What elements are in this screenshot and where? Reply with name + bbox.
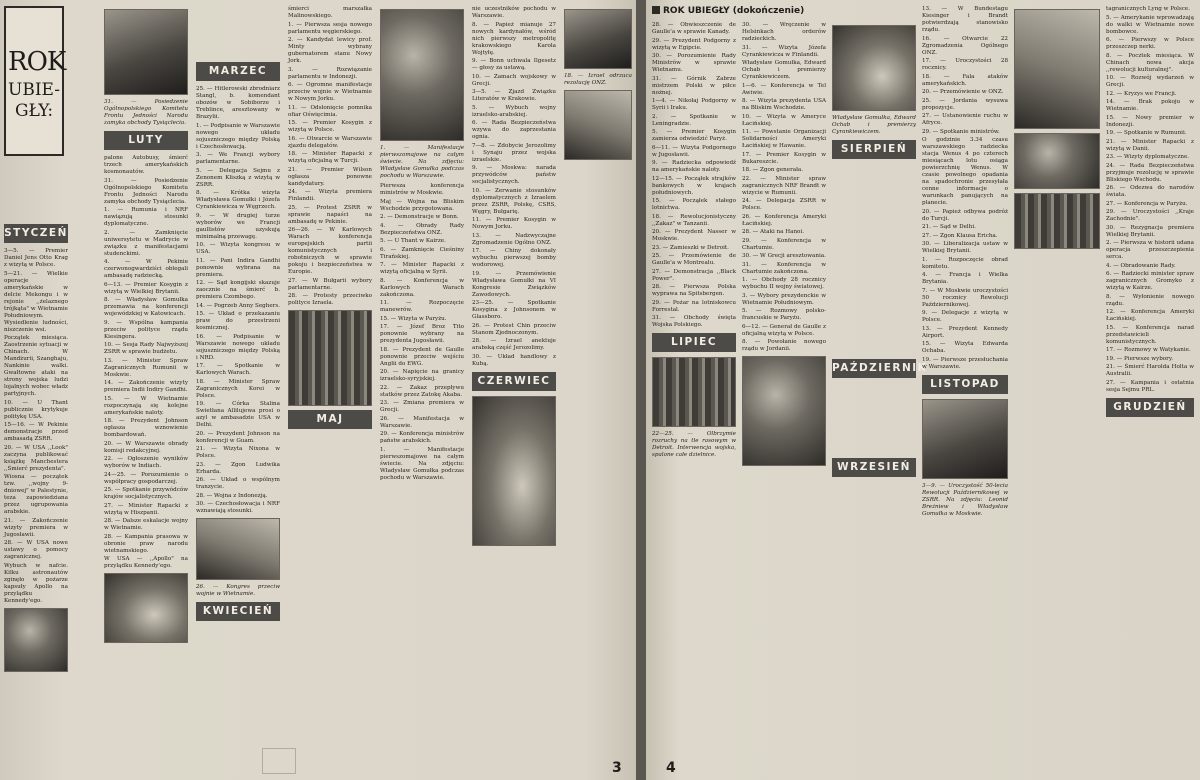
entry-text: 27. — Kampania i ostatnia sesja Sejmu PRL.	[1106, 379, 1194, 393]
entry-text: 31. — Obchody święta Wojska Polskiego.	[652, 315, 736, 328]
month-heading-lipiec: LIPIEC	[652, 333, 736, 352]
column-6	[472, 6, 556, 772]
photo-13	[922, 399, 1008, 479]
entry-text: 26. — Konferencja Ameryki Łacińskiej.	[742, 213, 826, 227]
entry-text: 25. — Hitlerowski zbrodniarz Stangl, b. komendant obozów w Sobiborze i Treblince, aresztowany w Brazylii.	[196, 86, 280, 120]
photo-4	[196, 518, 280, 580]
photo-9	[564, 90, 632, 160]
entry-text: 1. — Pierwsza sesja nowego parlamentu węgierskiego.	[288, 21, 372, 35]
column-10	[922, 6, 1008, 772]
entry-text: 3—5. — Premier Daniel Jens Otto Krag z wizytą w Polsce.	[4, 248, 68, 268]
entry-text: 18. — Prezydent de Gaulle ponownie przeciw wejściu Anglii do EWG.	[380, 346, 464, 367]
entry-text: 20. — Prezydent Nasser w Moskwie.	[652, 229, 736, 242]
entry-text: 16. — Otwarcie 22 Zgromadzenia Ogólnego ONZ.	[922, 35, 1008, 56]
entry-text: 24. — Rada Bezpieczeństwa przyjmuje rezolucję w sprawie Bliskiego Wschodu.	[1106, 162, 1194, 183]
entry-text: 5. — Rozmowy polsko-francuskie w Paryżu.	[742, 308, 826, 321]
entry-text: 22. — Minister spraw zagranicznych NRF Brandt w wizycie w Rumunii.	[742, 175, 826, 196]
photo-caption-8: Władysław Gomułka, Edward Ochab i premierzy Cyrankiewiczem.	[832, 115, 916, 135]
entry-text: 30. — Wręczenie w Helsinkach orderów radzieckich.	[742, 22, 826, 42]
entry-text: śmierci marszałka Malinowskiego.	[288, 6, 372, 19]
entry-text: 19. — Pierwsze przesłuchania w Warszawie.	[922, 356, 1008, 370]
page-right	[646, 0, 1200, 780]
entry-text: 29. — Konferencja ministrów państw arabskich.	[380, 431, 464, 444]
entry-text: 17. — Spotkanie w Karlowych Warach.	[196, 363, 280, 376]
entry-text: 18. — Fala ataków amerykańskich.	[922, 73, 1008, 87]
month-heading-czerwiec: CZERWIEC	[472, 372, 556, 391]
entry-text: 10. — U Thant publicznie krytykuje politykę USA.	[4, 399, 68, 420]
entry-text: 17. — Uroczystości 28 rocznicy.	[922, 58, 1008, 71]
entry-text: 28. — Obwieszczenie de Gaulle'a w sprawie Kanady.	[652, 22, 736, 35]
entry-text: 8. — Pocztek miesiąca. W Chinach nowa akcja ,,rewolucji kulturalnej".	[1106, 52, 1194, 73]
entry-text: 28. — Dalsze eskalacje wojny w Wietnamie.	[104, 518, 188, 531]
entry-text: 28. — Pierwsza Polska wyprawa na Spitsbergen.	[652, 284, 736, 297]
entry-text: 7. — W Moskwie uroczystości 50 rocznicy Rewolucji Październikowej.	[922, 287, 1008, 308]
entry-text: 21. — Minister Rapacki z wizytą w Danii.	[1106, 138, 1194, 152]
entry-text: 26. — Układ o wspólnym tranzycie.	[196, 477, 280, 490]
entry-text: 20. — Napięcie na granicy izraelsko-syryjskiej.	[380, 369, 464, 382]
entry-text: 15—16. — W Pekinie demonstracje przed ambasadą ZSRR.	[4, 422, 68, 442]
photo-12	[832, 25, 916, 111]
entry-text: 10. — Rozwój wydarzeń w Grecji.	[1106, 75, 1194, 88]
entry-text: 20. — Przemówienie w ONZ.	[922, 89, 1004, 95]
entry-text: 7. — Minister Rapacki z wizytą oficjalną w Syrii.	[380, 262, 464, 275]
entry-text: 10. — Zerwanie stosunków dyplomatycznych z Izraelem przez ZSRR, Polskę, CSRS, Węgry, Bułgarię.	[472, 187, 556, 215]
entry-text: 15. — Wizyta Edwarda Ochaba.	[922, 341, 1008, 354]
column-4-items	[288, 6, 372, 307]
entry-text: 4. — W Pekinie czerwonogwardziści oblegali ambasadę radziecką.	[104, 259, 188, 279]
entry-text: 28. — Wojna z Indonezją.	[196, 492, 268, 499]
entry-text: 12—15. — Począłek strajków bankowych w krajach południowych.	[652, 175, 736, 196]
entry-text: 5—21. — Wielkie operacje amerykańskie w delcie Mekongu i w rejonie ,,żelaznego trójkąta" w Wietnamie Południowym. Wysiedlenie ludności, niszczenie wsi.	[4, 270, 68, 333]
entry-text: 25. — Jordania wysuwa propozycje.	[922, 97, 1008, 111]
column-7	[652, 22, 736, 772]
entry-text: 1. — Obchody 28 rocznicy wybuchu II wojny światowej.	[742, 277, 826, 290]
entry-text: 15. — Układ o przekazaniu praw do przestrzeni kosmicznej.	[196, 311, 280, 331]
entry-text: 11. — Odsłonięcie pomnika ofiar Oświęcimia.	[288, 104, 372, 118]
entry-text: 18. — Minister Spraw Zagranicznych Korei w Polsce.	[196, 378, 280, 399]
entry-text: 21. — Sąd w Delhi.	[922, 224, 976, 230]
entry-text: 6. — Ogromne manifestacje przeciw wojnie w Wietnamie w Nowym Jorku.	[288, 82, 372, 102]
header-square-icon	[652, 6, 660, 14]
entry-text: 27. — Konferencja w Paryżu.	[1106, 200, 1188, 207]
entry-text: 27. — Zgon Klausa Ericha.	[922, 232, 998, 239]
entry-text: 10. — Sesja Rady Najwyższej ZSRR w sprawie budżetu.	[104, 342, 188, 355]
column-4	[288, 6, 372, 772]
entry-text: 1. — Rozpoczęcie obrad komitetu.	[922, 256, 1008, 270]
entry-text: 8. — Wizyta prezydenta USA na Bliskim Wschodzie.	[742, 98, 826, 111]
entry-text: 20. — Prezydent Johnson na konferencji w Guam.	[196, 430, 280, 444]
archive-stamp	[262, 748, 296, 774]
entry-text: 8. — Powołanie nowego rządu w Jordanii.	[742, 339, 826, 352]
entry-text: 27. — Ustanowienie ruchu w Afryce.	[922, 113, 1008, 126]
entry-text: 30. — W Grecji aresztowania.	[742, 253, 826, 259]
entry-text: 17. — Rozmowy w Watykanie.	[1106, 347, 1191, 353]
entry-text: 21. — Zakończenie wizyty premiera w Jugosławii.	[4, 517, 68, 538]
entry-text: Maj — Wojna na Bliskim Wschodzie przygotowana.	[380, 198, 464, 212]
month-heading-styczen: STYCZEŃ	[4, 224, 68, 243]
entry-text: 5. — Premier Kosygin zamierza odwiedzić Paryż.	[652, 129, 736, 142]
column-3-items	[196, 86, 280, 515]
entry-text: palone Autobusy, śmierć trzech amerykańskich kosmonautów.	[104, 155, 188, 175]
entry-text: 13. — Nadzwyczajne Zgromadzenie Ogólne ONZ.	[472, 232, 556, 246]
column-2	[104, 6, 188, 772]
column-12	[1106, 6, 1194, 772]
entry-text: 20. — Papież odbywa podróż do Turcji.	[922, 208, 1008, 222]
entry-text: 31. — Konferencja w Chartumie zakończona.	[742, 261, 826, 275]
entry-text: Pierwsza konferencja ministrów w Moskwie.	[380, 183, 464, 196]
entry-text: Wiosna — początek tzw. ,,wojny 9-dniowej" w Palestynie, teza zapowiedziana przez ugrupowania arabskie.	[4, 474, 68, 515]
entry-text: 11. — Powstanie Organizacji Solidarności Ameryki Łacińskiej w Hawanie.	[742, 129, 826, 149]
entry-text: 11. — Premier Kosygin w Nowym Jorku.	[472, 217, 556, 230]
column-8-items	[742, 22, 826, 353]
entry-text: 15. — Nowy premier w Indonezji.	[1106, 114, 1194, 128]
entry-text: 15. — W Wietnamie rozpoczynają się kolejne amerykańskie naloty.	[104, 395, 188, 416]
entry-text: 9. — W drugiej turze wyborów we Francji gaullistów uzyskują minimalną przewagę.	[196, 212, 280, 240]
entry-text: 1. — Rumunia i NRF nawiązują stosunki dyplomatyczne.	[104, 207, 188, 227]
entry-text: 14. — Zakończenie wizyty premiera Indii Indiry Gandhi.	[104, 380, 188, 393]
photo-6	[380, 9, 464, 141]
column-5	[380, 6, 464, 772]
photo-caption-6: 18. — Izrael odrzuca rezolucję ONZ.	[564, 73, 632, 86]
entry-text: 23. — Zgon Ludwika Erharda.	[196, 461, 280, 475]
entry-text: 8. — Konferencja w Karlowych Warach zakończona.	[380, 277, 464, 298]
entry-text: 12. — Sąd kongijski skazuje zaocznie na śmierć b. premiera Czombego.	[196, 280, 280, 300]
column-1	[4, 220, 68, 772]
entry-text: 19. — Pierwsze wybory.	[1106, 355, 1174, 362]
page-number-left: 3	[612, 760, 622, 776]
entry-text: 8. — Wyłonienie nowego rządu.	[1106, 293, 1194, 307]
entry-text: 17. — Premier Kosygin w Bukareszcie.	[742, 151, 826, 165]
entry-text: 17. — Józef Broz Tito ponownie wybrany na prezydenta Jugosławii.	[380, 324, 464, 344]
entry-text: 6—11. — Wizyta Podgornego w Jugosławii.	[652, 144, 736, 158]
entry-text: 3. — Rozwiązanie parlamentu w Indonezji.	[288, 66, 372, 80]
entry-text: 24. — Delegacja ZSRR w Polsce.	[742, 198, 826, 211]
entry-text: 27. — Demonstracja ,,Black Power".	[652, 268, 736, 282]
column-5-items	[380, 183, 464, 482]
photo-11	[742, 356, 826, 466]
entry-text: 12. — Konferencja Ameryki Łacińskiej.	[1106, 309, 1194, 322]
entry-text: 31. — Posiedzenie Ogólnopolskiego Komitetu Frontu Jedności Narodu zamyka obchody Tysiąclecia.	[104, 177, 188, 205]
entry-text: 28. — Protesty przeciwko polityce Izraela.	[288, 293, 372, 306]
entry-text: 3—5. — Zjazd Związku Literatów w Krakowie.	[472, 89, 556, 102]
entry-text: 6—13. — Premier Kosygin z wizytą w Wielkiej Brytanii.	[104, 281, 188, 295]
entry-text: 2. — Spotkanie w Leningradzie.	[652, 113, 736, 127]
entry-text: 29. — Konferencja w Chartumie.	[742, 237, 826, 251]
page-number-right: 4	[666, 760, 676, 776]
entry-text: 20. — W Warszawie obrady komisji redakcyjnej.	[104, 440, 188, 454]
entry-text: 23—25. — Spotkanie Kosygina z Johnsonem w Glassboro.	[472, 300, 556, 320]
entry-text: 13. — Minister Spraw Zagranicznych Rumunii w Moskwie.	[104, 357, 188, 378]
entry-text: 18. — Zgon generała.	[742, 167, 804, 173]
entry-text: 18. — Rewolucjonistyczny ,,Zakaz" w Tanzanii.	[652, 213, 736, 227]
month-heading-grudzien: GRUDZIEŃ	[1106, 398, 1194, 417]
entry-text: 5. — U Thant w Kairze.	[380, 238, 446, 244]
column-9	[832, 22, 928, 772]
entry-text: 27. — W Bułgarii wybory parlamentarne.	[288, 277, 372, 291]
entry-text: 9. — Delegacje z wizytą w Polsce.	[922, 310, 1008, 323]
entry-text: 19. — Córka Stalina Swietłana Allilujewa prosi o azyl w ambasadzie USA w Delhi.	[196, 401, 280, 428]
entry-text: 22. — Zakaz przepływu statków przez Zatokę Akaba.	[380, 384, 464, 398]
photo-14	[1014, 9, 1100, 129]
entry-text: 6. — Rada Bezpieczeństwa wzywa do zaprzestania ognia.	[472, 120, 556, 140]
month-heading-pazdziernik: PAŹDZIERNIK	[832, 359, 916, 378]
entry-text: 8. — Władysław Gomułka przemawia na konferencji wojewódzkiej w Katowicach.	[104, 297, 188, 317]
entry-text: 31. — Wizyta Józefa Cyrankiewicza w Finlandii.	[742, 44, 826, 58]
photo-2	[104, 9, 188, 95]
month-heading-wrzesien: WRZESIEŃ	[832, 458, 916, 477]
entry-text: 17. — Chiny dokonały wybuchu pierwszej bomby wodorowej.	[472, 248, 556, 268]
entry-text: 3. — We Francji wybory parlamentarne.	[196, 152, 280, 165]
entry-text: 29. — Uroczystości ,,Kraje Zachodnie".	[1106, 209, 1194, 222]
entry-text: 6. — Zamknięcie Cieśniny Tirańskiej.	[380, 246, 464, 260]
column-2-items	[104, 155, 188, 570]
entry-text: 26—26. — W Karlowych Warach konferencja europejskich partii komunistycznych i robotniczych w sprawie pokoju i bezpieczeństwa w Europie.	[288, 227, 372, 275]
entry-text: 29. — Pożar na lotniskowcu Forrestal.	[652, 299, 736, 313]
photo-1	[4, 608, 68, 672]
entry-text: W USA — ,,Apollo" na przylądku Kennedy'ego.	[104, 556, 188, 569]
entry-text: tagranicznych Lyng w Polsce.	[1106, 6, 1191, 12]
entry-text: 25. — Protest ZSRR w sprawie napaści na ambasadę w Pekinie.	[288, 204, 372, 225]
entry-text: 9. — Wspólna kampania przeciw polityce rządu Kiesingera.	[104, 319, 188, 340]
photo-caption-3: 26. — Kongres przeciw wojnie w Wietnamie.	[196, 584, 280, 597]
entry-text: 24. — Wizyta premiera Finlandii.	[288, 189, 372, 202]
column-6-items-top	[472, 6, 556, 368]
entry-text: 10. — Wizyta kongresu w USA.	[196, 242, 280, 255]
photo-caption-9: 3—9. — Uroczystość 50-lecia Rewolucji Październikowej w ZSRR. Na zdjęciu: Leonid Breżniew i Władysław Gomułka w Moskwie.	[922, 482, 1008, 517]
entry-text: 2. — Kandydat lewicy prof. Minty wybrany gubernatorem stanu Nowy Jork.	[288, 37, 372, 64]
photo-5	[288, 310, 372, 406]
entry-text: 6—12. — Generał de Gaulle z oficjalną wizytą w Polsce.	[742, 323, 826, 337]
month-heading-maj: MAJ	[288, 410, 372, 429]
entry-text: 15. — Premier Kosygin z wizytą w Polsce.	[288, 120, 372, 133]
entry-text: 24—25. — Porozumienie o współpracy gospodarczej.	[104, 471, 188, 485]
entry-text: 18. — Minister Rapacki z wizytą oficjalną w Turcji.	[288, 151, 372, 164]
entry-text: 26. — Manifestacja w Warszawie.	[380, 415, 464, 429]
entry-text: O godzinie 3.34 czasu warszawskiego radziecka stacja Wenus 4 po czterech miesiącach lotu osiąga powierzchnię Wenus. W czasie powolnego opadania na spadochronie przesyłała cenne informacje o warunkach panujących na planecie.	[922, 137, 1008, 206]
photo-3	[104, 573, 188, 643]
entry-text: 16. — Podpisanie w Warszawie nowego układu sojuszniczego między Polską i NRD.	[196, 333, 280, 361]
gutter	[636, 0, 646, 780]
entry-text: 30. — Porozumienie Rady Ministrów w sprawie Wietnamu.	[652, 53, 736, 73]
entry-text: 23. — Zmiana premiera w Grecji.	[380, 400, 464, 413]
entry-text: 6. — Pierwszy w Polsce przeszczep nerki.	[1106, 37, 1194, 50]
entry-text: Początek miesiąca. Zaostrzenie sytuacji w Chinach. W Mandżurii, Szanghaju, Nankinie walki. Gwałtowne ataki na strony wojska ludzi lojalnych wobec władz partyjnych.	[4, 335, 68, 397]
entry-text: 8. — Krótka wizyta Władysława Gomułki i Józefa Cyrankiewicza w Węgrzech.	[196, 190, 280, 210]
entry-text: 30. — Liberalizacja ustaw w Wielkiej Brytanii.	[922, 241, 1008, 254]
entry-text: 6. — Radziecki minister spraw zagranicznych Gromyko z wizytą w Kairze.	[1106, 271, 1194, 291]
column-9-items	[922, 6, 1008, 371]
entry-text: 4. — Francja i Wielka Brytania.	[922, 272, 1008, 285]
entry-text: 28. — Ataki na Hanoi.	[742, 229, 804, 235]
entry-text: 15. — Konferencja narad przedstawicieli komunistycznych.	[1106, 324, 1194, 345]
entry-text: 1—4. — Nikołaj Podgorny w Syrii i Iraku.	[652, 98, 736, 111]
column-1-items	[4, 248, 68, 605]
entry-text: 15. — Począłek stałego lotnictwa.	[652, 198, 736, 211]
entry-text: 30. — Rezygnacja premiera Wielkiej Brytanii.	[1106, 224, 1194, 238]
entry-text: 2. — Zamknięcie uniwersytetu w Madrycie w związku z manifestacjami studenckimi.	[104, 229, 188, 257]
entry-text: 15. — Wizyta w Paryżu.	[380, 315, 447, 322]
column-3	[196, 6, 280, 772]
photo-8	[564, 9, 632, 69]
entry-text: 2. — Demonstracje w Bonn.	[380, 214, 459, 220]
entry-text: 21. — Wizyta Nixona w Polsce.	[196, 446, 280, 459]
entry-text: 9. — Radziecka odpowiedź na amerykańskie naloty.	[652, 160, 736, 173]
entry-text: 5. — Amerykanie wprowadzają do walki w Wietnamie nowe bombowce.	[1106, 14, 1194, 35]
entry-text: 13. — Prezydent Kennedy Airport.	[922, 325, 1008, 339]
entry-text: 10. — Zamach wojskowy w Grecji.	[472, 73, 556, 87]
entry-text: 28. — W USA nowe ustawy o pomocy zagranicznej.	[4, 540, 68, 560]
entry-text: 19. — Spotkanie w Rumunii.	[1106, 130, 1187, 136]
entry-text: 12. — Kryzys we Francji.	[1106, 90, 1177, 97]
masthead	[4, 6, 64, 156]
month-heading-marzec: MARZEC	[196, 62, 280, 81]
entry-text: 5. — Delegacja Sejmu z Zenonem Kliszką z wizytą w ZSRR.	[196, 167, 280, 188]
photo-caption-7: 22—25. — Olbrzymie rozruchy na tle rasowym w Detroit. Interwencja wojska, spalone całe dzielnice.	[652, 431, 736, 458]
page-header: ROK UBIEGŁY (dokończenie)	[652, 4, 812, 18]
entry-text: 7—8. — Zdobycie Jerozolimy i Synaju przez wojska izraelskie.	[472, 142, 556, 163]
entry-text: 3. — Wybory prezydenckie w Wietnamie Południowym.	[742, 292, 826, 306]
entry-text: 31. — Górnik Zabrze mistrzem Polski w piłce nożnej.	[652, 75, 736, 96]
photo-15	[1014, 133, 1100, 189]
month-heading-sierpien: SIERPIEŃ	[832, 140, 916, 159]
entry-text: 29. — Spotkanie ministrów.	[922, 128, 1000, 135]
entry-text: 30. — Czechosłowacja i NRF wznawiają stosunki.	[196, 501, 280, 514]
entry-text: 1—6. — Konferencja w Tel Awiwie.	[742, 82, 826, 96]
entry-text: Wybuch w nafcie. Kilku astronautów zginęło w pożarze kapsuły Apollo na przylądku Kennedy'ego.	[4, 562, 68, 604]
column-8	[742, 22, 826, 772]
photo-caption-5: 1. — Manifestacje pierwszomajowe na całym świecie. Na zdjęciu: Władysław Gomułka podczas pochodu w Warszawie.	[380, 145, 464, 179]
entry-text: 8. — Papież mianuje 27 nowych kardynałów, wśród nich pierwszy metropolitę krakowskiego Karola Wojtyłę.	[472, 21, 556, 56]
entry-text: 21. — Śmierć Harolda Holta w Australii.	[1106, 364, 1194, 377]
month-heading-kwiecien: KWIECIEŃ	[196, 602, 280, 621]
photo-16	[1014, 193, 1100, 249]
entry-text: 21. — Premier Wilson ogłasza ponowne kandydatury.	[288, 166, 372, 187]
column-7-items	[652, 22, 736, 329]
entry-text: 16. — Otwarcie w Warszawie zjazdu delegatów.	[288, 135, 372, 149]
entry-text: 11. — Pani Indira Gandhi ponownie wybrana na premiera.	[196, 257, 280, 278]
entry-text: 28. — Izrael anektuje arabską część Jerozolimy.	[472, 338, 556, 351]
entry-text: 14. — Brak pokoju w Wietnamie.	[1106, 99, 1194, 112]
entry-text: 28. — Kampania prasowa w obronie praw narodu wietnamskiego.	[104, 533, 188, 554]
entry-text: 22. — Ogłoszenie wyników wyborów w Indiach.	[104, 456, 188, 469]
entry-text: 26. — Odezwa do narodów świata.	[1106, 185, 1194, 198]
entry-text: 11. — Rozpoczęcie manewrów.	[380, 300, 464, 313]
entry-text: 5. — Wybuch wojny izraelsko-arabskiej.	[472, 104, 556, 118]
photo-caption-2: 31. — Posiedzenie Ogólnopolskiego Komitetu Frontu Jedności Narodu zamyka obchody Tysiąclecia.	[104, 99, 188, 126]
entry-text: 2. — Pierwsza w historii udana operacja przeszczepienia serca.	[1106, 240, 1194, 260]
entry-text: 26. — Protest Chin przeciw Stanom Zjednoczonym.	[472, 322, 556, 336]
column-10-items	[1106, 6, 1194, 394]
entry-text: 4. — Obrady Rady Bezpieczeństwa ONZ.	[380, 222, 464, 236]
photo-7	[472, 396, 556, 546]
column-6b	[564, 6, 632, 772]
entry-text: 13. — W Bundestagu Kiesinger i Brandt potwierdzają stanowisko rządu.	[922, 6, 1008, 33]
photo-10	[652, 357, 736, 427]
entry-text: 19. — Przemówienie Władysława Gomułki na VI Kongresie Związków Zawodowych.	[472, 270, 556, 298]
entry-text: 9. — Moskwa: narada przywódców państw socjalistycznych.	[472, 165, 556, 185]
entry-text: 18. — Prezydent Johnson ogłasza wznowienie bombardowań.	[104, 418, 188, 438]
entry-text: 27. — Minister Rapacki z wizytą w Hiszpanii.	[104, 502, 188, 516]
entry-text: 4. — Obradowanie Rady.	[1106, 262, 1176, 269]
month-heading-luty: LUTY	[104, 131, 188, 150]
entry-text: 23. — Zamieszki w Detroit.	[652, 244, 729, 251]
entry-text: 25. — Przemówienie de Gaulle'a w Montrealu.	[652, 253, 736, 266]
entry-text: 1. — Podpisanie w Warszawie nowego układu sojuszniczego między Polską i Czechosłowacją.	[196, 122, 280, 150]
entry-text: 23. — Wizyty dyplomatyczne.	[1106, 154, 1190, 160]
entry-text: 30. — Układ handlowy z Kubą.	[472, 353, 556, 367]
column-11	[1014, 6, 1100, 772]
entry-text: 20. — W USA ,,Look" zaczyna publikować książkę Manchestera ,,Śmierć prezydenta".	[4, 444, 68, 472]
entry-text: 9. — Bonn uchwala Ilgesetz — głosy za ustawą.	[472, 58, 556, 71]
entry-text: Władysław Gomułka, Edward Ochab i premierzy Cyrankiewiczem.	[742, 60, 826, 80]
entry-text: 14. — Pogrzeb Anny Seghers.	[196, 302, 280, 309]
masthead-line-1: ROK	[8, 47, 66, 77]
entry-text: nie uczestników pochodu w Warszawie.	[472, 6, 556, 19]
month-heading-listopad: LISTOPAD	[922, 375, 1008, 394]
entry-text: 1. — Manifestacje pierwszomajowe na całym świecie. Na zdjęciu: Władysław Gomułka podczas pochodu w Warszawie.	[380, 446, 464, 481]
entry-text: 10. — Wizyta w Ameryce Łacińskiej.	[742, 113, 826, 127]
entry-text: 29. — Prezydent Podgorny z wizytą w Egipcie.	[652, 37, 736, 51]
masthead-line-2: UBIE- GŁY:	[8, 80, 61, 121]
entry-text: 25. — Spotkanie przywódców krajów socjalistycznych.	[104, 487, 188, 500]
